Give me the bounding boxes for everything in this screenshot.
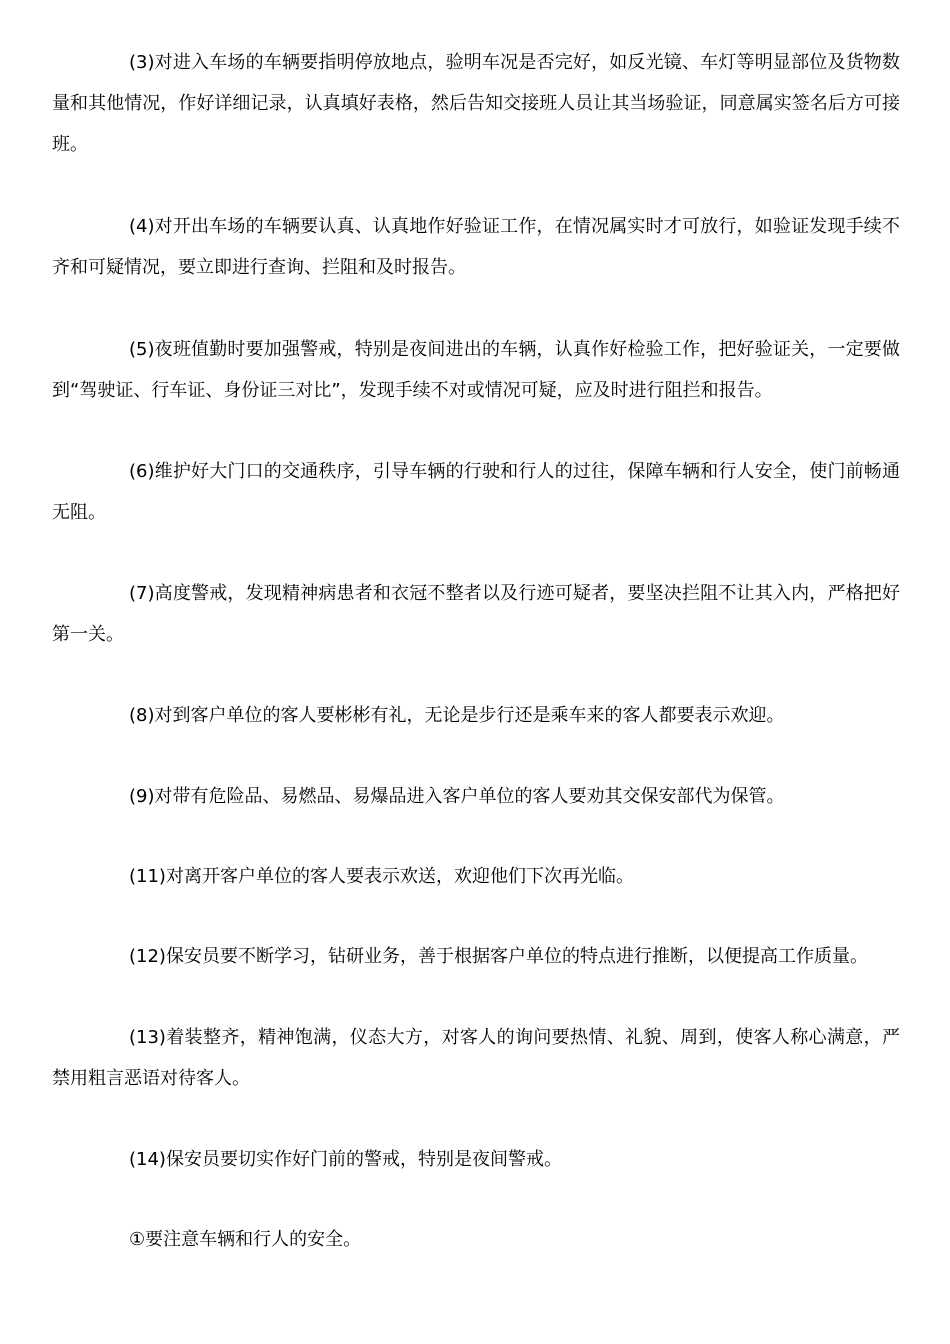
paragraph-item-11: (11)对离开客户单位的客人要表示欢送，欢迎他们下次再光临。	[129, 866, 634, 887]
paragraph-item-9: (9)对带有危险品、易燃品、易爆品进入客户单位的客人要劝其交保安部代为保管。	[129, 786, 785, 807]
paragraph-item-12: (12)保安员要不断学习，钻研业务，善于根据客户单位的特点进行推断，以便提高工作质量。	[129, 946, 868, 967]
paragraph-item-5: (5)夜班值勤时要加强警戒，特别是夜间进出的车辆，认真作好检验工作，把好验证关，一定要做到“驾驶证、行车证、身份证三对比”，发现手续不对或情况可疑，应及时进行阻拦和报告。	[52, 339, 900, 401]
paragraph-item-4: (4)对开出车场的车辆要认真、认真地作好验证工作，在情况属实时才可放行，如验证发现手续不齐和可疑情况，要立即进行查询、拦阻和及时报告。	[52, 216, 900, 278]
paragraph-item-3: (3)对进入车场的车辆要指明停放地点，验明车况是否完好，如反光镜、车灯等明显部位及货物数量和其他情况，作好详细记录，认真填好表格，然后告知交接班人员让其当场验证，同意属实签名后方可接班。	[52, 52, 900, 155]
paragraph-item-13: (13)着装整齐，精神饱满，仪态大方，对客人的询问要热情、礼貌、周到，使客人称心满意，严禁用粗言恶语对待客人。	[52, 1027, 900, 1089]
paragraph-item-6: (6)维护好大门口的交通秩序，引导车辆的行驶和行人的过往，保障车辆和行人安全，使门前畅通无阻。	[52, 461, 900, 523]
paragraph-item-7: (7)高度警戒，发现精神病患者和衣冠不整者以及行迹可疑者，要坚决拦阻不让其入内，严格把好第一关。	[52, 583, 900, 645]
paragraph-item-8: (8)对到客户单位的客人要彬彬有礼，无论是步行还是乘车来的客人都要表示欢迎。	[129, 705, 785, 726]
paragraph-subitem-1: ①要注意车辆和行人的安全。	[129, 1229, 362, 1250]
paragraph-item-14: (14)保安员要切实作好门前的警戒，特别是夜间警戒。	[129, 1149, 562, 1170]
